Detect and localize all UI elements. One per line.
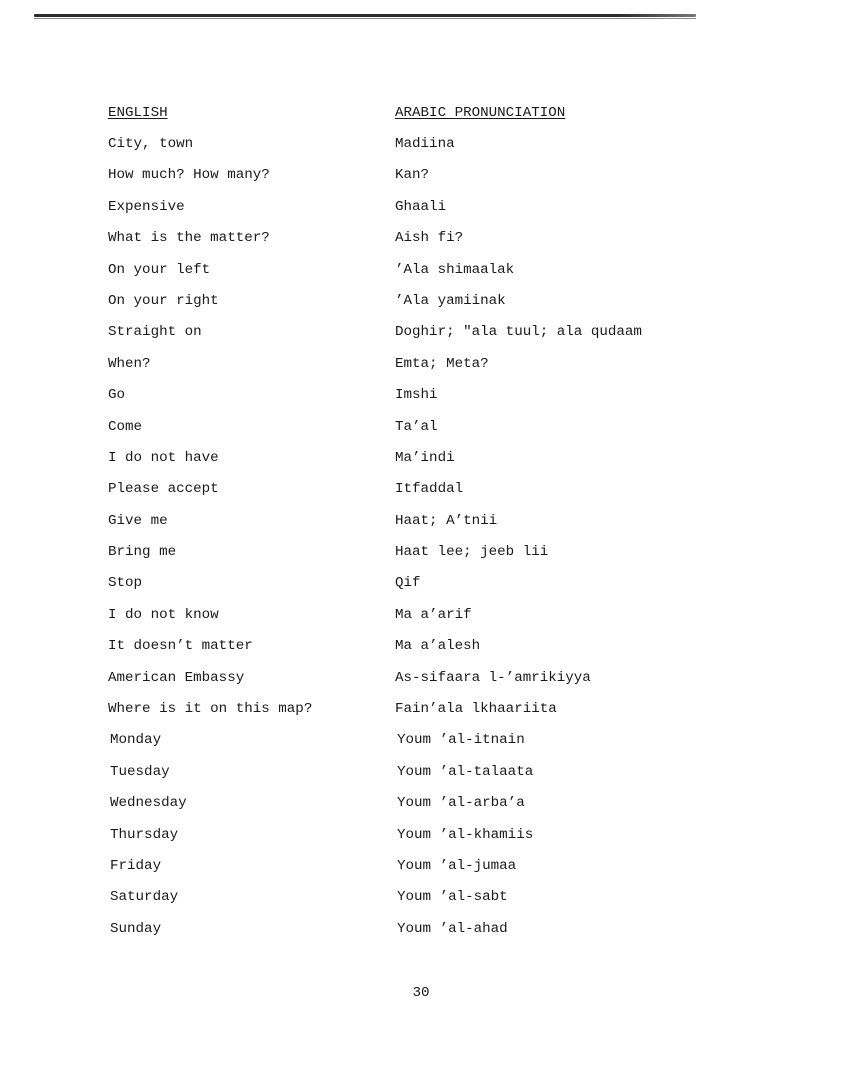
phrase-english: Come: [108, 418, 143, 435]
phrase-english: Saturday: [110, 889, 179, 906]
phrase-english: I do not have: [108, 449, 219, 466]
phrase-row: [0, 699, 850, 730]
phrase-arabic-pronunciation: Ma’indi: [395, 449, 455, 466]
phrase-row: [0, 887, 850, 918]
phrase-english: Wednesday: [110, 795, 187, 812]
phrase-arabic-pronunciation: As-sifaara l-’amrikiyya: [395, 669, 591, 686]
column-header-english: ENGLISH: [108, 105, 168, 121]
phrase-english: City, town: [108, 136, 194, 152]
phrase-arabic-pronunciation: Emta; Meta?: [395, 355, 489, 372]
phrase-arabic-pronunciation: ’Ala yamiinak: [395, 292, 506, 309]
phrase-arabic-pronunciation: Youm ’al-jumaa: [397, 857, 517, 874]
phrase-arabic-pronunciation: ’Ala shimaalak: [395, 261, 515, 278]
phrase-row: [0, 542, 850, 573]
phrase-row: [0, 228, 850, 259]
phrase-arabic-pronunciation: Haat; A’tnii: [395, 512, 498, 529]
phrase-arabic-pronunciation: Youm ’al-arba’a: [397, 795, 525, 812]
phrase-english: How much? How many?: [108, 167, 270, 184]
phrase-row: [0, 479, 850, 510]
phrase-row: [0, 825, 850, 856]
phrase-arabic-pronunciation: Haat lee; jeeb lii: [395, 544, 549, 561]
phrase-english: Go: [108, 387, 126, 404]
phrase-english: Tuesday: [110, 763, 170, 780]
phrase-arabic-pronunciation: Youm ’al-khamiis: [397, 826, 534, 843]
phrase-english: Monday: [110, 732, 162, 749]
phrase-arabic-pronunciation: Youm ’al-ahad: [397, 920, 508, 937]
phrase-english: Please accept: [108, 481, 219, 498]
phrase-english: Bring me: [108, 544, 177, 561]
phrase-arabic-pronunciation: Fain’ala lkhaariita: [395, 701, 557, 718]
phrase-english: Thursday: [110, 826, 179, 843]
column-header-arabic: ARABIC PRONUNCIATION: [395, 105, 566, 121]
phrase-english: What is the matter?: [108, 230, 270, 247]
top-rule-underline: [34, 18, 696, 19]
phrase-english: Straight on: [108, 324, 202, 341]
phrase-english: It doesn’t matter: [108, 638, 253, 655]
phrase-arabic-pronunciation: Youm ’al-itnain: [397, 732, 525, 749]
phrase-row: [0, 260, 850, 291]
phrase-row: [0, 134, 850, 165]
phrase-english: On your left: [108, 261, 211, 278]
phrase-row: [0, 605, 850, 636]
phrase-english: When?: [108, 355, 151, 372]
phrase-row: [0, 636, 850, 667]
phrase-row: [0, 385, 850, 416]
phrase-arabic-pronunciation: Ghaali: [395, 198, 447, 215]
phrase-row: [0, 197, 850, 228]
phrase-english: Expensive: [108, 198, 185, 215]
page-number: [0, 983, 850, 1003]
phrase-arabic-pronunciation: Itfaddal: [395, 481, 464, 498]
phrase-arabic-pronunciation: Qif: [395, 575, 421, 592]
phrase-row: [0, 448, 850, 479]
phrase-row: [0, 165, 850, 196]
phrase-arabic-pronunciation: Youm ’al-sabt: [397, 889, 508, 906]
phrase-row: [0, 354, 850, 385]
phrase-row: [0, 322, 850, 353]
phrase-arabic-pronunciation: Imshi: [395, 387, 438, 404]
phrase-row: [0, 417, 850, 448]
phrase-english: American Embassy: [108, 669, 245, 686]
phrase-english: Sunday: [110, 920, 162, 937]
phrase-row: [0, 856, 850, 887]
phrase-english: Friday: [110, 857, 162, 874]
phrase-english: Where is it on this map?: [108, 701, 313, 718]
phrase-arabic-pronunciation: Madiina: [395, 136, 455, 152]
phrase-english: On your right: [108, 292, 219, 309]
phrase-english: Give me: [108, 512, 168, 529]
page-number-text: 30: [412, 985, 430, 1001]
phrase-arabic-pronunciation: Kan?: [395, 167, 430, 184]
phrase-arabic-pronunciation: Doghir; "ala tuul; ala qudaam: [395, 324, 642, 341]
phrase-row: [0, 573, 850, 604]
top-rule: [34, 14, 696, 17]
phrase-row: [0, 730, 850, 761]
phrase-row: [0, 793, 850, 824]
phrase-list: [0, 134, 850, 950]
phrase-arabic-pronunciation: Youm ’al-talaata: [397, 763, 534, 780]
phrase-row: [0, 762, 850, 793]
phrase-english: Stop: [108, 575, 143, 592]
phrase-row: [0, 291, 850, 322]
phrase-arabic-pronunciation: Aish fi?: [395, 230, 464, 247]
phrase-arabic-pronunciation: Ma a’alesh: [395, 638, 481, 655]
phrase-english: I do not know: [108, 606, 219, 623]
phrase-arabic-pronunciation: Ta’al: [395, 418, 438, 435]
phrase-row: [0, 668, 850, 699]
phrase-arabic-pronunciation: Ma a’arif: [395, 606, 472, 623]
phrase-row: [0, 511, 850, 542]
phrase-row: [0, 919, 850, 950]
